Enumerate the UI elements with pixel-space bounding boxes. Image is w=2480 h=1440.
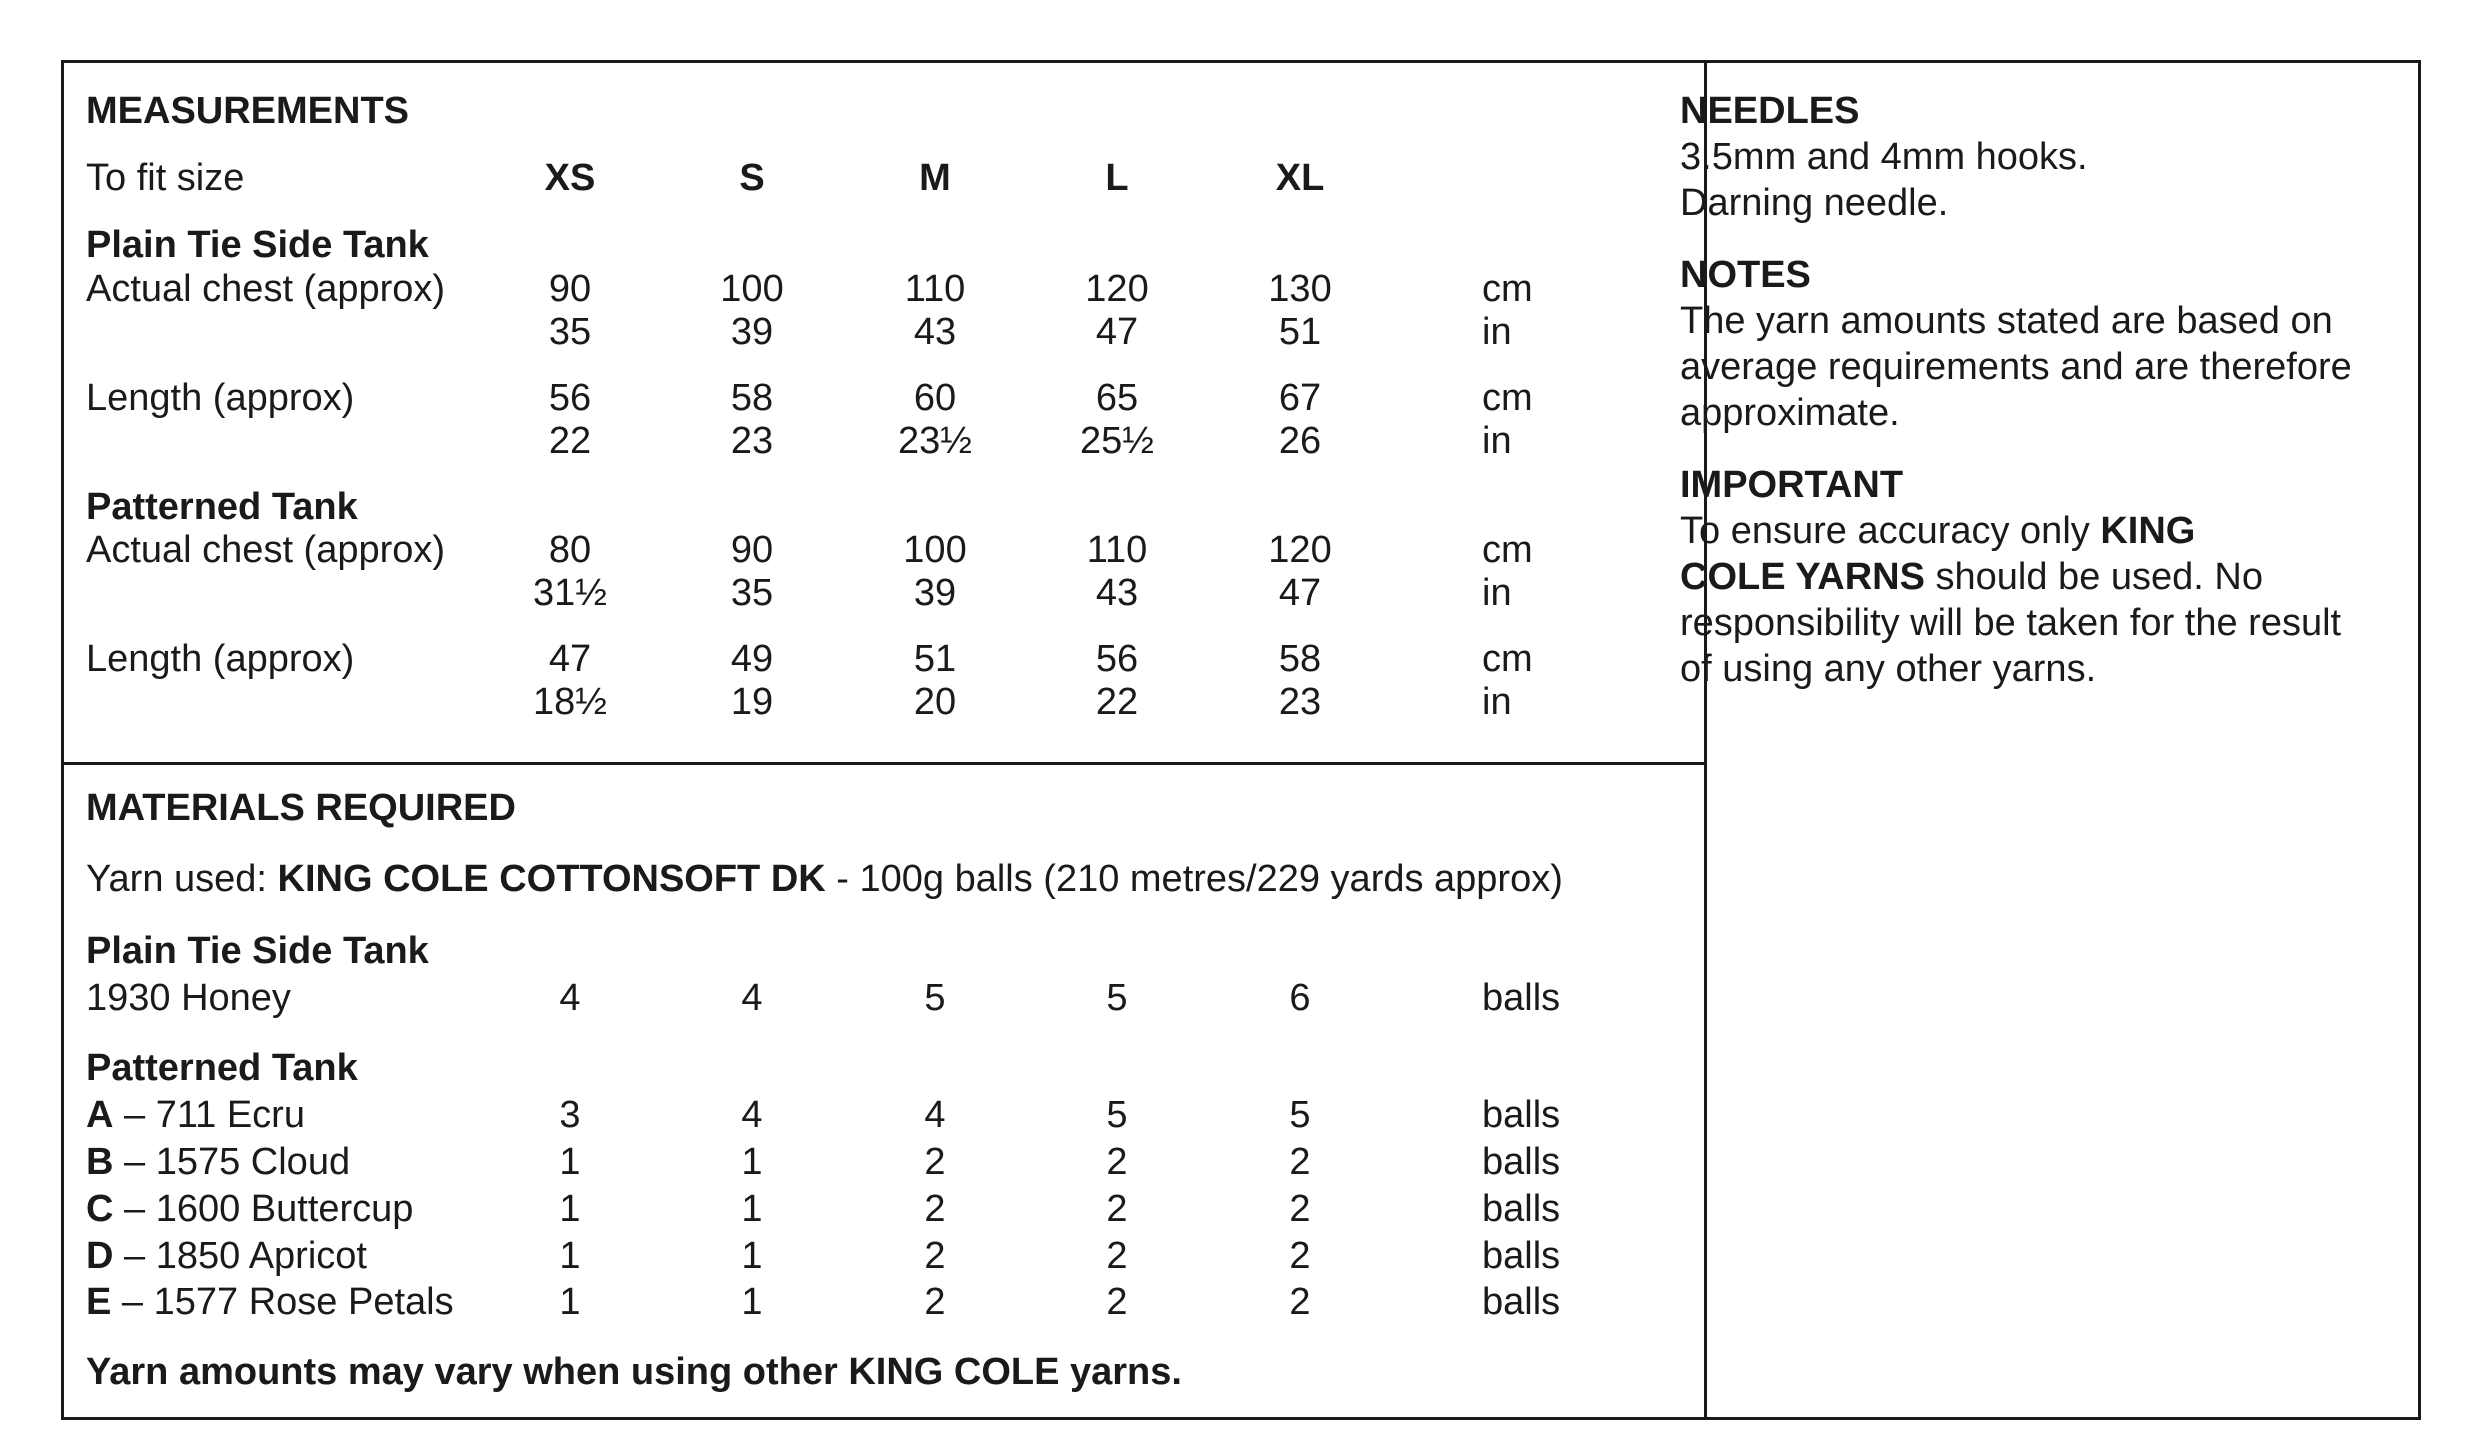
ball-count: 1: [741, 1281, 763, 1323]
ball-count: 4: [559, 977, 581, 1019]
unit-balls: balls: [1482, 1235, 1561, 1277]
patterned-chest-cm-value: 120: [1268, 529, 1332, 571]
unit-balls: balls: [1482, 1094, 1561, 1136]
plain-chest-in-value: 43: [913, 311, 957, 353]
notes-line-1: The yarn amounts stated are based on: [1680, 300, 2333, 342]
patterned-length-cm-value: 51: [913, 638, 957, 680]
plain-chest-cm-value: 90: [548, 268, 592, 310]
patterned-chest-in-value: 35: [730, 572, 774, 614]
ball-count: 2: [1289, 1141, 1311, 1183]
needles-section: [1680, 88, 2420, 226]
plain-tank-title: Plain Tie Side Tank: [86, 224, 429, 266]
plain-length-in-value: 22: [548, 420, 592, 462]
plain-chest-in-value: 47: [1095, 311, 1139, 353]
unit-in: in: [1482, 311, 1512, 353]
plain-chest-cm-value: 120: [1085, 268, 1149, 310]
important-line-3: responsibility will be taken for the result: [1680, 602, 2342, 644]
important-line-2-bold: COLE YARNS: [1680, 556, 1925, 598]
notes-line-3: approximate.: [1680, 392, 1900, 434]
important-line-4: of using any other yarns.: [1680, 648, 2097, 690]
patterned-chest-in-value: 31½: [533, 572, 607, 614]
yarn-colour-label: [86, 975, 291, 1021]
yarn-colour-letter: B: [86, 1141, 114, 1183]
ball-count: 2: [1106, 1188, 1128, 1230]
notes-heading: NOTES: [1680, 254, 1811, 296]
unit-cm: cm: [1482, 377, 1533, 419]
patterned-length-cm-value: 56: [1095, 638, 1139, 680]
patterned-length-in-value: 19: [730, 681, 774, 723]
yarn-used-prefix: Yarn used:: [86, 858, 278, 900]
unit-in: in: [1482, 572, 1512, 614]
patterned-chest-in-value: 47: [1278, 572, 1322, 614]
important-line-1-prefix: To ensure accuracy only: [1680, 510, 2101, 552]
ball-count: 1: [741, 1235, 763, 1277]
yarn-colour-letter: D: [86, 1235, 114, 1277]
plain-chest-cm-value: 110: [904, 268, 966, 310]
notes-line-2: average requirements and are therefore: [1680, 346, 2352, 388]
important-line-1: [1680, 508, 2420, 554]
yarn-colour-name: – 1850 Apricot: [113, 1235, 367, 1277]
ball-count: 4: [741, 1094, 763, 1136]
plain-length-cm-value: 56: [548, 377, 592, 419]
plain-chest-cm-value: 130: [1268, 268, 1332, 310]
yarn-used-line: [86, 856, 1563, 902]
patterned-length-label: Length (approx): [86, 638, 355, 680]
unit-balls: balls: [1482, 977, 1561, 1019]
plain-length-in-value: 23½: [898, 420, 972, 462]
ball-count: 2: [924, 1141, 946, 1183]
important-line-2: [1680, 554, 2420, 600]
ball-count: 1: [559, 1188, 581, 1230]
unit-balls: balls: [1482, 1141, 1561, 1183]
yarn-colour-letter: E: [86, 1281, 112, 1323]
yarn-colour-letter: C: [86, 1188, 114, 1230]
plain-length-cm-value: 58: [730, 377, 774, 419]
ball-count: 1: [559, 1281, 581, 1323]
unit-in: in: [1482, 681, 1512, 723]
plain-length-cm-value: 67: [1278, 377, 1322, 419]
plain-length-label: Length (approx): [86, 377, 355, 419]
ball-count: 2: [924, 1281, 946, 1323]
ball-count: 5: [1106, 1094, 1128, 1136]
ball-count: 2: [1106, 1281, 1128, 1323]
patterned-chest-cm-value: 80: [548, 529, 592, 571]
size-header-m: M: [919, 157, 951, 199]
plain-length-in-value: 25½: [1080, 420, 1154, 462]
yarn-colour-label: [86, 1186, 413, 1232]
plain-chest-cm-value: 100: [720, 268, 784, 310]
patterned-chest-cm-value: 90: [730, 529, 774, 571]
fit-size-label: To fit size: [86, 157, 245, 199]
ball-count: 4: [741, 977, 763, 1019]
unit-cm: cm: [1482, 268, 1533, 310]
patterned-length-in-value: 22: [1095, 681, 1139, 723]
yarn-colour-name: – 1600 Buttercup: [113, 1188, 414, 1230]
size-header-xl: XL: [1275, 157, 1325, 199]
unit-balls: balls: [1482, 1188, 1561, 1230]
plain-chest-in-value: 35: [548, 311, 592, 353]
size-header-s: S: [739, 157, 765, 199]
plain-length-in-value: 23: [730, 420, 774, 462]
unit-cm: cm: [1482, 638, 1533, 680]
important-line-2-suffix: should be used. No: [1924, 556, 2263, 598]
plain-length-cm-value: 65: [1095, 377, 1139, 419]
ball-count: 2: [1289, 1235, 1311, 1277]
patterned-length-cm-value: 58: [1278, 638, 1322, 680]
yarn-colour-label: [86, 1233, 367, 1279]
unit-cm: cm: [1482, 529, 1533, 571]
patterned-chest-in-value: 43: [1095, 572, 1139, 614]
plain-chest-in-value: 51: [1278, 311, 1322, 353]
ball-count: 5: [1106, 977, 1128, 1019]
yarn-used-suffix: - 100g balls (210 metres/229 yards approx): [825, 858, 1563, 900]
ball-count: 1: [741, 1188, 763, 1230]
plain-length-cm-value: 60: [913, 377, 957, 419]
ball-count: 1: [559, 1141, 581, 1183]
size-header-l: L: [1105, 157, 1129, 199]
notes-section: [1680, 252, 2420, 436]
patterned-length-cm-value: 49: [730, 638, 774, 680]
ball-count: 1: [559, 1235, 581, 1277]
ball-count: 4: [924, 1094, 946, 1136]
patterned-chest-in-value: 39: [913, 572, 957, 614]
materials-footer: Yarn amounts may vary when using other KING COLE yarns.: [86, 1351, 1182, 1393]
ball-count: 3: [559, 1094, 581, 1136]
materials-plain-title: Plain Tie Side Tank: [86, 930, 429, 972]
important-heading: IMPORTANT: [1680, 464, 1904, 506]
needles-heading: NEEDLES: [1680, 90, 1860, 132]
ball-count: 5: [924, 977, 946, 1019]
yarn-colour-label: [86, 1139, 350, 1185]
yarn-colour-name: – 711 Ecru: [113, 1094, 305, 1136]
ball-count: 2: [1106, 1235, 1128, 1277]
ball-count: 2: [924, 1235, 946, 1277]
plain-chest-label: Actual chest (approx): [86, 268, 446, 310]
important-line-1-bold: KING: [2100, 510, 2196, 552]
yarn-colour-letter: A: [86, 1094, 114, 1136]
ball-count: 2: [1289, 1188, 1311, 1230]
plain-chest-in-value: 39: [730, 311, 774, 353]
yarn-colour-label: [86, 1279, 454, 1325]
patterned-chest-label: Actual chest (approx): [86, 529, 446, 571]
yarn-colour-name: – 1577 Rose Petals: [111, 1281, 454, 1323]
yarn-colour-name: 1930 Honey: [86, 977, 291, 1019]
yarn-colour-name: – 1575 Cloud: [113, 1141, 351, 1183]
needles-line-2: Darning needle.: [1680, 182, 1949, 224]
size-header-xs: XS: [544, 157, 596, 199]
patterned-length-in-value: 23: [1278, 681, 1322, 723]
needles-line-1: 3.5mm and 4mm hooks.: [1680, 136, 2088, 178]
patterned-chest-cm-value: 110: [1086, 529, 1148, 571]
unit-balls: balls: [1482, 1281, 1561, 1323]
patterned-chest-cm-value: 100: [903, 529, 967, 571]
section-divider: [64, 762, 1707, 765]
ball-count: 1: [741, 1141, 763, 1183]
important-section: [1680, 462, 2420, 692]
plain-length-in-value: 26: [1278, 420, 1322, 462]
ball-count: 2: [1106, 1141, 1128, 1183]
yarn-colour-label: [86, 1092, 305, 1138]
materials-patterned-title: Patterned Tank: [86, 1047, 358, 1089]
ball-count: 2: [924, 1188, 946, 1230]
yarn-name: KING COLE COTTONSOFT DK: [277, 858, 826, 900]
unit-in: in: [1482, 420, 1512, 462]
ball-count: 6: [1289, 977, 1311, 1019]
patterned-length-cm-value: 47: [548, 638, 592, 680]
ball-count: 5: [1289, 1094, 1311, 1136]
measurements-heading: MEASUREMENTS: [86, 90, 410, 132]
materials-heading: MATERIALS REQUIRED: [86, 787, 516, 829]
patterned-tank-title: Patterned Tank: [86, 486, 358, 528]
ball-count: 2: [1289, 1281, 1311, 1323]
patterned-length-in-value: 20: [913, 681, 957, 723]
patterned-length-in-value: 18½: [533, 681, 607, 723]
